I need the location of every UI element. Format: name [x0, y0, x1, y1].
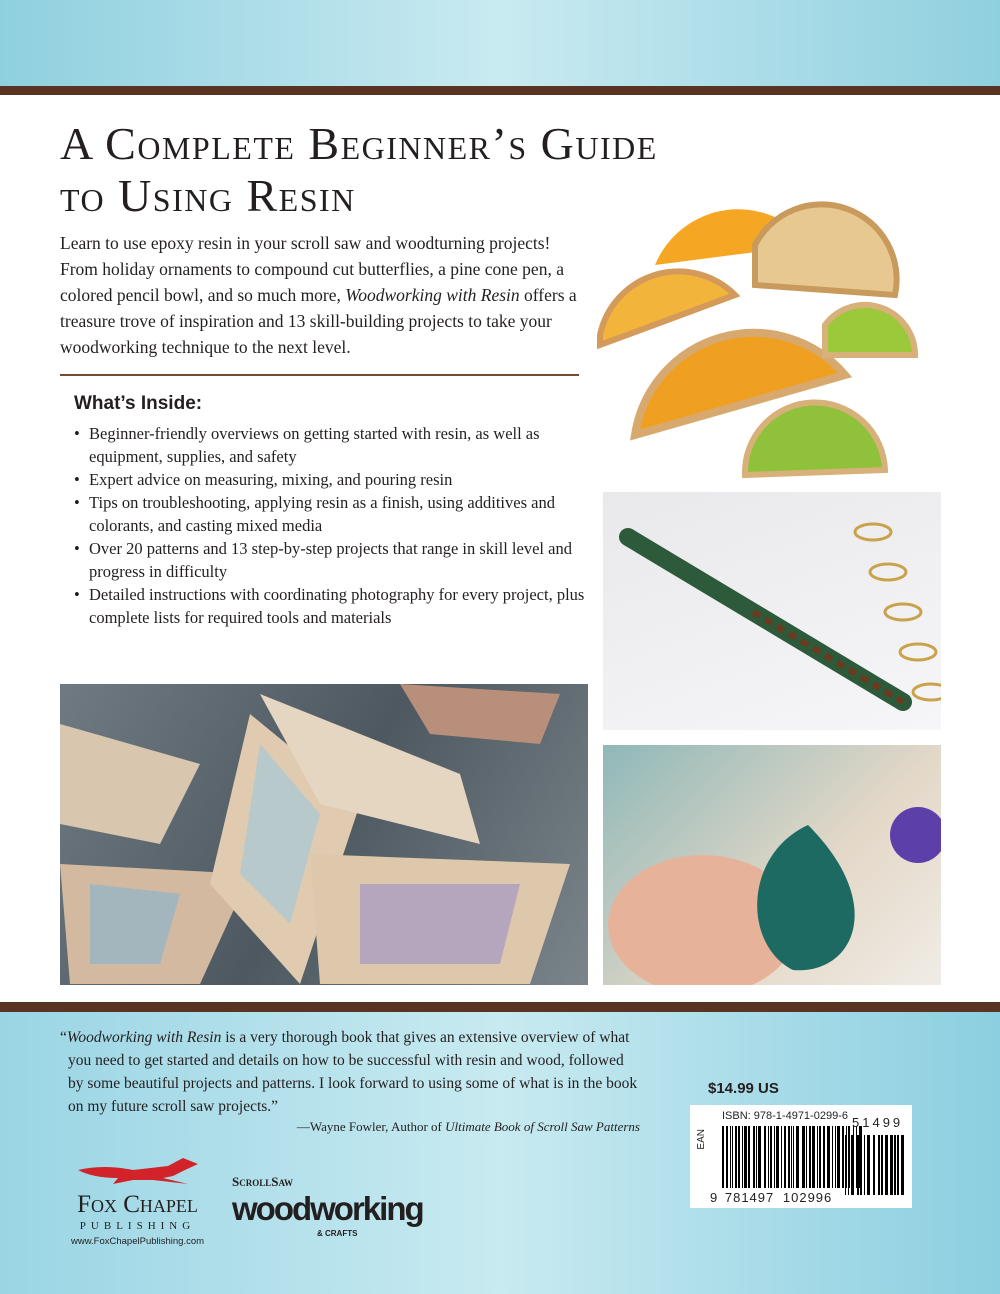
- list-item: • Expert advice on measuring, mixing, and pouring resin: [74, 468, 594, 491]
- barcode-bar: [748, 1126, 750, 1188]
- bottom-divider: [0, 1002, 1000, 1012]
- barcode-digit-first: 9: [710, 1190, 719, 1205]
- main-barcode: [722, 1126, 863, 1188]
- barcode-bar: [848, 1135, 849, 1195]
- barcode-bar: [845, 1135, 846, 1195]
- barcode-bar: [812, 1126, 815, 1188]
- barcode-bar: [901, 1135, 904, 1195]
- list-item: • Over 20 patterns and 13 step-by-step projects that range in skill level and progress in difficulty: [74, 537, 594, 583]
- barcode-bar: [788, 1126, 790, 1188]
- attribution-author: —Wayne Fowler, Author of: [296, 1119, 446, 1134]
- intro-book-title: Woodworking with Resin: [345, 285, 520, 305]
- addon-digits: 51499: [852, 1115, 904, 1130]
- ean-label: EAN: [696, 1129, 707, 1150]
- barcode-digits: [710, 1190, 834, 1205]
- barcode-bar: [857, 1135, 859, 1195]
- barcode-bar: [897, 1135, 899, 1195]
- quote-attribution: [60, 1118, 640, 1136]
- barcode-bar: [864, 1135, 865, 1195]
- barcode-bar: [806, 1126, 807, 1188]
- barcode-bar: [776, 1126, 779, 1188]
- barcode-bar: [784, 1126, 786, 1188]
- barcode-bar: [796, 1126, 799, 1188]
- barcode-bar: [885, 1135, 888, 1195]
- magazine-sub: & CRAFTS: [317, 1229, 358, 1238]
- barcode-bar: [768, 1126, 769, 1188]
- publisher-name: Fox Chapel: [77, 1191, 198, 1218]
- barcode-bar: [753, 1126, 755, 1188]
- resin-pen-photo: [603, 492, 941, 730]
- left-column: [60, 230, 590, 629]
- barcode-bar: [758, 1126, 761, 1188]
- fox-chapel-logo: [55, 1156, 220, 1248]
- barcode-bar: [744, 1126, 747, 1188]
- citrus-slices-photo: [595, 185, 955, 480]
- page-title: [60, 118, 658, 222]
- barcode-bar: [832, 1126, 833, 1188]
- quote-text: is a very thorough book that gives an extensive overview of what you need to get started and details on how to be successful with resin and wood, followed by some beautiful projects and patterns. I look forward to using some of what is in the book on my future scroll saw projects.”: [68, 1029, 638, 1115]
- magazine-main: woodworking: [232, 1190, 423, 1227]
- resin-ornament-photo: [603, 745, 941, 985]
- publisher-url[interactable]: www.FoxChapelPublishing.com: [70, 1236, 205, 1247]
- barcode-bar: [890, 1135, 893, 1195]
- magazine-top: ScrollSaw: [232, 1174, 293, 1189]
- barcode-bar: [873, 1135, 875, 1195]
- barcode-bar: [878, 1135, 880, 1195]
- quote-book-title: Woodworking with Resin: [66, 1029, 222, 1046]
- barcode-bar: [823, 1126, 825, 1188]
- intro-part-2: offers a treasure trove of inspiration and 13 skill-building projects to take your woodworking technique to the next level.: [60, 285, 577, 357]
- list-item: • Tips on troubleshooting, applying resin as a finish, using additives and colorants, and casting mixed media: [74, 491, 594, 537]
- barcode-bar: [802, 1126, 805, 1188]
- intro-text: [60, 230, 585, 360]
- title-line-1: A Complete Beginner’s Guide: [60, 118, 658, 169]
- list-item: • Beginner-friendly overviews on getting started with resin, as well as equipment, supplies, and safety: [74, 422, 594, 468]
- title-line-2: to Using Resin: [60, 170, 356, 221]
- intro-part-1: Learn to use epoxy resin in your scroll saw and woodturning projects! From holiday ornaments to compound cut butterflies, a pine cone pen, a colored pencil bowl, and so much more,: [60, 233, 564, 305]
- barcode-bar: [881, 1135, 883, 1195]
- barcode-bar: [726, 1126, 728, 1188]
- section-divider: [60, 374, 579, 376]
- barcode-bar: [722, 1126, 724, 1188]
- barcode-bar: [809, 1126, 811, 1188]
- resin-butterflies-photo: [60, 684, 588, 985]
- top-divider: [0, 86, 1000, 95]
- barcode-bar: [756, 1126, 757, 1188]
- barcode-bar: [793, 1126, 794, 1188]
- isbn-text: ISBN: 978-1-4971-0299-6: [722, 1110, 848, 1122]
- top-band: [0, 0, 1000, 86]
- barcode-digits-a: 781497: [724, 1190, 775, 1205]
- scrollsaw-woodworking-logo: [232, 1174, 423, 1239]
- attribution-book: Ultimate Book of Scroll Saw Patterns: [445, 1119, 640, 1134]
- barcode-bar: [732, 1126, 733, 1188]
- barcode-bar: [774, 1126, 775, 1188]
- fox-icon: [73, 1156, 203, 1186]
- list-item: • Detailed instructions with coordinating photography for every project, plus complete lists for required tools and materials: [74, 583, 594, 629]
- barcode-bar: [851, 1135, 854, 1195]
- quote-open: “: [60, 1029, 67, 1046]
- barcode-bar: [738, 1126, 740, 1188]
- barcode-bar: [894, 1135, 896, 1195]
- barcode-bar: [730, 1126, 731, 1188]
- barcode-bar: [835, 1126, 836, 1188]
- barcode-bar: [867, 1135, 870, 1195]
- barcode-bar: [770, 1126, 772, 1188]
- addon-barcode: [845, 1135, 906, 1195]
- whats-inside-heading: What’s Inside:: [74, 393, 203, 414]
- whats-inside-list: [74, 422, 594, 629]
- price: $14.99 US: [708, 1080, 779, 1097]
- barcode-bar: [842, 1126, 844, 1188]
- publisher-sub: PUBLISHING: [79, 1220, 196, 1232]
- barcode-bar: [817, 1126, 818, 1188]
- barcode-bar: [781, 1126, 782, 1188]
- barcode-digits-b: 102996: [782, 1190, 833, 1205]
- review-quote: [60, 1026, 640, 1136]
- barcode-bar: [742, 1126, 743, 1188]
- isbn-barcode: [690, 1105, 912, 1208]
- barcode-bar: [819, 1126, 821, 1188]
- barcode-bar: [764, 1126, 766, 1188]
- barcode-bar: [735, 1126, 737, 1188]
- barcode-bar: [860, 1135, 862, 1195]
- barcode-bar: [827, 1126, 830, 1188]
- barcode-bar: [791, 1126, 792, 1188]
- barcode-bar: [837, 1126, 840, 1188]
